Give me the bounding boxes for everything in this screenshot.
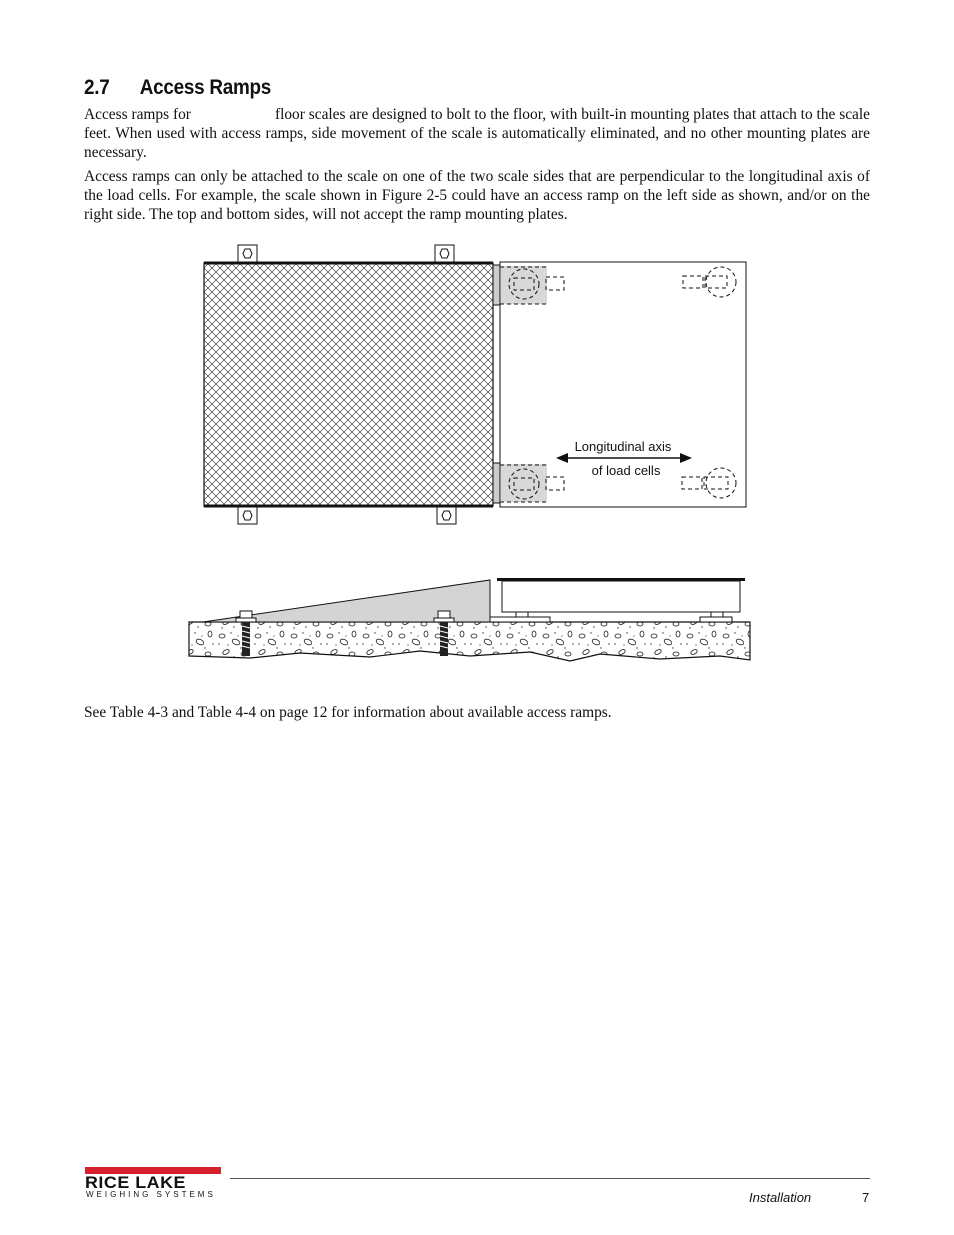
axis-label-line1: Longitudinal axis bbox=[574, 439, 672, 454]
anchor-bolt-icon bbox=[435, 245, 454, 262]
logo-subtitle: WEIGHING SYSTEMS bbox=[86, 1190, 216, 1199]
axis-label-line2: of load cells bbox=[591, 463, 661, 478]
see-tables-paragraph: See Table 4-3 and Table 4-4 on page 12 for information about available access ramps. bbox=[84, 704, 612, 721]
section-number: 2.7 bbox=[84, 76, 110, 99]
anchor-bolt-icon bbox=[437, 507, 456, 524]
footer-page-number: 7 bbox=[862, 1190, 870, 1205]
ramp-top-view bbox=[204, 245, 501, 524]
intro-start: Access ramps for bbox=[84, 106, 191, 123]
section-title: Access Ramps bbox=[139, 76, 272, 99]
anchor-bolt-icon bbox=[238, 245, 257, 262]
scale-top-view bbox=[500, 262, 746, 507]
footer-section-name: Installation bbox=[749, 1190, 812, 1205]
side-view bbox=[189, 578, 750, 661]
anchor-bolt-icon bbox=[238, 507, 257, 524]
logo-text: RICE LAKE bbox=[85, 1173, 186, 1192]
footer-rule bbox=[230, 1178, 870, 1179]
ramp-side-paragraph: Access ramps can only be attached to the scale on one of the two scale sides that are perpendicular to the longitudinal axis of the load cells. For example, the scale shown in Figure 2-5 could have an access ramp on the left side as shown, and/or on the right side. The top and bottom sides, will not accept the ramp mounting plates. bbox=[84, 168, 870, 223]
intro-rest: floor scales are designed to bolt to the floor, with built-in mounting plates that attach to the scale feet. When used with access ramps, side movement of the scale is automatically eliminated, and no other mounting plates are necessary. bbox=[84, 106, 870, 161]
